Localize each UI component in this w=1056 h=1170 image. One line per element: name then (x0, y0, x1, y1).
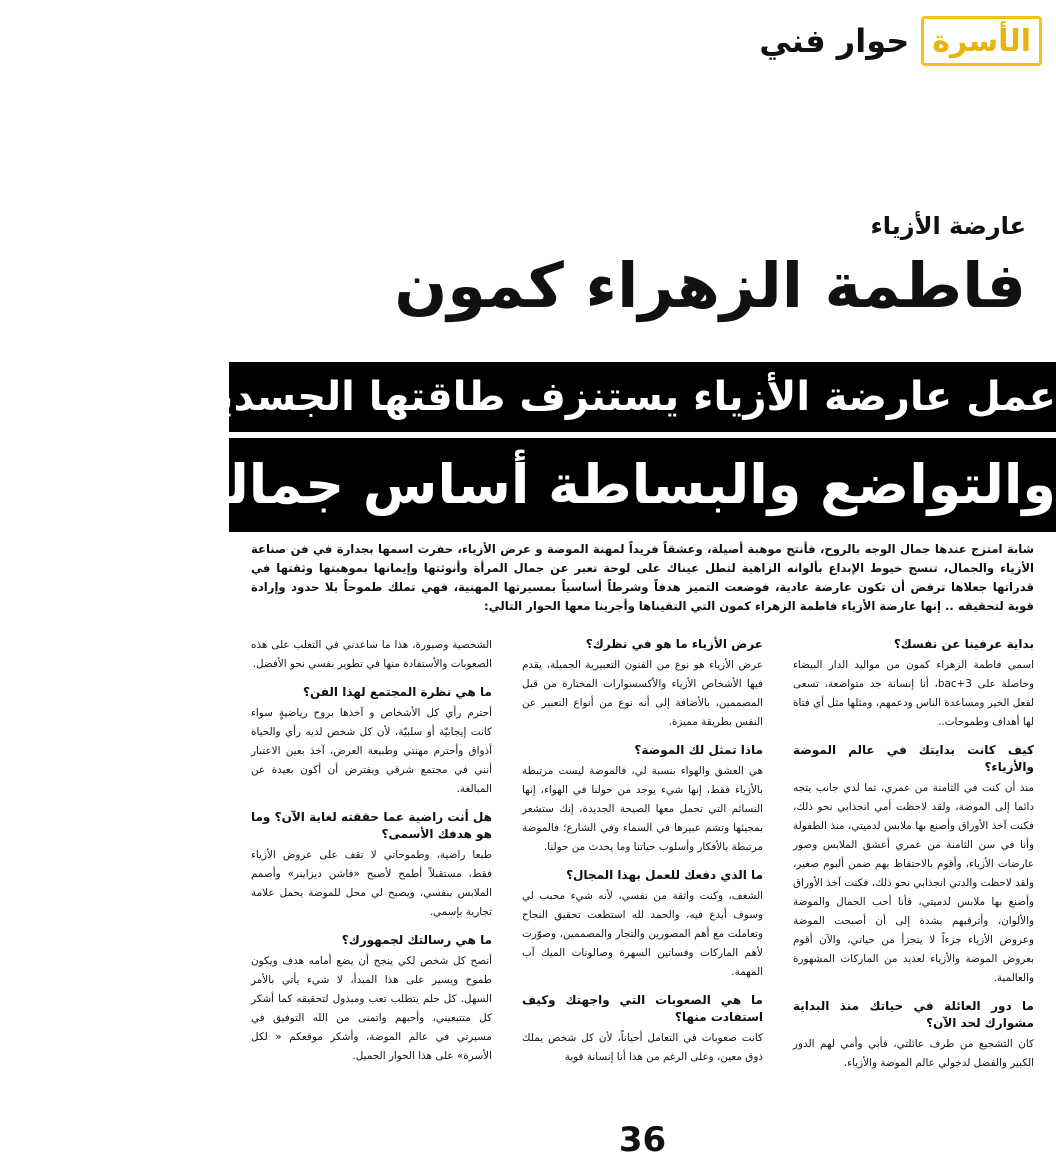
interview-question: كيف كانت بدايتك في عالم الموضة والأزياء؟ (793, 743, 1034, 774)
headline-banner-1: عمل عارضة الأزياء يستنزف طاقتها الجسدية والنفسية (229, 362, 1056, 432)
article-intro: شابة امتزج عندها جمال الوجه بالروح، فأنتج موهبة أصيلة، وعشقاً فريداً لمهنة الموضة و عرض الأزياء، حفرت اسمها بجدارة في فن صناعة الأزياء والجمال، تنسج خيوط الإبداع بألوانه الزاهية لتطل عيناك على لوحة تعبر عن جمال المرأة وأنوثتها وإيمانها بموهبتها وثقتها في قدراتها جعلاها ترفض أن تكون عارضة عادية، فوضعت التميز هدفاً وشرطاً أساسياً بمسيرتها المهنية، فهي تملك طموحاً بلا حدود وإرادة قوية لتحقيقه .. إنها عارضة الأزياء فاطمة الزهراء كمون التي التقيناها وأجرينا معها الحوار التالي: (251, 542, 1034, 613)
interview-answer: طبعا راضية، وطموحاتي لا تقف على عروض الأزياء فقط، مستقبلاً أطمح لأصبح «فاشن ديزاينر» وأصمم الملابس بنفسي، ويصبح لي محل للموضة يحمل علامة تجارية بإسمي. (251, 849, 492, 918)
headline-banner-2: والتواضع والبساطة أساس جمالها (229, 438, 1056, 532)
interview-question: بداية عرفينا عن نفسك؟ (893, 637, 1034, 651)
article-body (251, 636, 1034, 1116)
page-header (759, 14, 1042, 68)
interview-answer: منذ أن كنت في الثامنة من عمري، ثما لدي جانب يتجه دائما إلى الموضة، ولقد لاحظت أمي انجذابي نحو ذلك، فكنت آخذ الأوراق وأصنع بها ملابس لدميتي، منذ الطفولة وأنا في سن الثامنة من عمري أعشق الملابس وصور عارضات الأزياء، وأقوم بالاحتفاظ بهم ضمن ألبوم صغير، ولقد لاحظت والدتي انجذابي نحو ذلك، فكنت آخذ الأوراق وأصنع بها ملابس لدميتي، فأنا أحب الجمال والموضة والألوان، وأترقبهم بشدة إلى أن أصبحت الموضة وعروض الأزياء جزءاً لا يتجزأ من حياتي، والآن أقوم بعروض الموضة والأزياء لعديد من الماركات المشهورة والعالمية. (793, 782, 1034, 984)
column-middle (522, 636, 763, 1116)
column-right (793, 636, 1034, 1116)
interview-answer: عرض الأزياء هو نوع من الفنون التعبيرية الجميلة، يقدم فيها الأشخاص الأزياء والأكسسوارات المختارة من قبل المصممين، بالأضافة إلى أنه نوع من أنواع التعبير عن النفس بطريقة مميزة. (522, 659, 763, 728)
logo-text: الأسرة (932, 23, 1031, 59)
article-title: فاطمة الزهراء كمون (394, 249, 1026, 322)
page-number: 36 (618, 1120, 667, 1160)
interview-question: ما دور العائلة في حياتك منذ البداية مشوارك لحد الآن؟ (793, 999, 1034, 1030)
interview-answer: كانت صعوبات في التعامل أحياناً، لأن كل شخص يملك ذوق معين، وعلى الرغم من هذا أنا إنسانة قوية (522, 1032, 763, 1063)
interview-answer: الشخصية وصبورة، هذا ما ساعدني في التغلب على هذه الصعوبات والأستفادة منها في تطوير نفسي نحو الأفضل. (251, 639, 492, 670)
interview-answer: أنصح كل شخص لكي ينجح أن يضع أمامه هدف ويكون طموح ويسير على هذا المبدأ، لا شيء يأتي بالأمر السهل. كل حلم يتطلب تعب ومبذول لتحقيقه كما أشكر كل متتبعيني، وأحبهم واتمنى من الله التوفيق في مسيرتي في عالم الموضة، وأشكر موقعكم « لكل الأسرة» على هذا الحوار الجميل. (251, 955, 492, 1062)
interview-question: ما هي رسالتك لجمهورك؟ (341, 933, 492, 947)
interview-question: هل أنت راضية عما حققته لغاية الآن؟ وما هو هدفك الأسمى؟ (251, 810, 492, 841)
magazine-logo (921, 16, 1042, 66)
interview-answer: هي العشق والهواء بنسبة لي، فالموضة ليست مرتبطة بالأزياء فقط، إنها شيء يوجد من حولنا في الهواء، إنها النسائم التي تحمل معها الصيحة الجديدة، إنك ستشعر بمجيئها وتشم عبيرها في السماء وفي الشارع؛ فالموضة مرتبطة بالأفكار وأسلوب حياتنا وما يحدث من حولنا. (522, 765, 763, 853)
interview-answer: الشغف، وكنت واثقة من نفسي، لأنه شيء محبب لي وسوف أبدع فيه، والحمد لله استطعت تحقيق النجاح وتعاملت مع أهم المصورين والتجار والمصممين، وصوّرت لأهم الماركات وفساتين السهرة وصالونات الميك آب المهمة. (522, 890, 763, 978)
interview-question: ماذا تمثل لك الموضة؟ (634, 743, 763, 757)
interview-question: عرض الأزياء ما هو في نظرك؟ (585, 637, 763, 651)
interview-question: ما الذي دفعك للعمل بهذا المجال؟ (566, 868, 763, 882)
section-label: حوار فني (759, 22, 910, 60)
interview-answer: اسمي فاطمة الزهراء كمون من مواليد الدار البيضاء وحاصلة على bac+3، أنا إنسانة جد متواضعة، تسعى لفعل الخير ومساعدة الناس ودعمهم، ومثلها مثل أي فتاة لها أهداف وطموحات.. (793, 659, 1034, 728)
interview-answer: أحترم رأي كل الأشخاص و آخذها بروح رياضيةٍ سواء كانت إيجابيّة أو سلبيّة، لأن كل شخص لديه رأي والحياة أذواق وأحترم مهنتي وطبيعة العرض، آخذ بعين الاعتبار أنني في مجتمع شرقي ويفترض أن أكون بعيدة عن المبالغة. (251, 707, 492, 795)
article-kicker: عارضة الأزياء (870, 212, 1026, 240)
column-left (251, 636, 492, 1116)
interview-question: ما هي نظرة المجتمع لهذا الفن؟ (303, 685, 492, 699)
interview-question: ما هي الصعوبات التي واجهتك وكيف استفادت منها؟ (522, 993, 763, 1024)
interview-answer: كان التشجيع من طرف عائلتي، فأبي وأمي لهم الدور الكبير والفضل لدخولي عالم الموضة والأزياء. (793, 1038, 1034, 1069)
